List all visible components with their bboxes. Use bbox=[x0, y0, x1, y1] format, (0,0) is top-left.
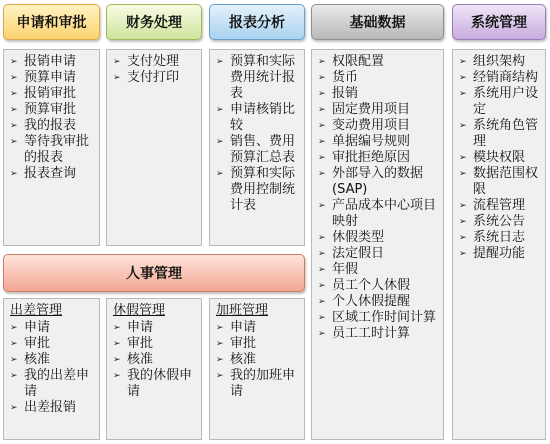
panel-basic-data bbox=[311, 49, 444, 440]
leave-list bbox=[113, 320, 197, 400]
list-item: ➢ 我的报表 bbox=[10, 118, 95, 134]
header-approval bbox=[3, 4, 100, 40]
list-item: ➢ 区域工作时间计算 bbox=[318, 310, 439, 326]
list-item: ➢ 产品成本中心项目映射 bbox=[318, 198, 439, 230]
list-item: ➢ 个人休假提醒 bbox=[318, 294, 439, 310]
header-finance bbox=[106, 4, 202, 40]
list-item: ➢ 外部导入的数据(SAP) bbox=[318, 166, 439, 198]
list-item: ➢ 出差报销 bbox=[10, 400, 95, 416]
list-item: ➢ 审批 bbox=[216, 336, 300, 352]
list-item: ➢ 申请核销比较 bbox=[216, 102, 300, 134]
list-item: ➢ 预算和实际费用控制统计表 bbox=[216, 166, 300, 214]
system-list bbox=[459, 54, 541, 262]
list-item: ➢ 审批 bbox=[10, 336, 95, 352]
list-item: ➢ 核准 bbox=[216, 352, 300, 368]
finance-list bbox=[113, 54, 197, 86]
list-item: ➢ 数据范围权限 bbox=[459, 166, 541, 198]
panel-reports bbox=[209, 49, 305, 246]
header-reports bbox=[209, 4, 305, 40]
list-item: ➢ 流程管理 bbox=[459, 198, 541, 214]
panel-finance bbox=[106, 49, 202, 246]
list-item: ➢ 报销审批 bbox=[10, 86, 95, 102]
header-hr-label: 人事管理 bbox=[126, 266, 182, 282]
header-basic-data bbox=[311, 4, 444, 40]
list-item: ➢ 系统日志 bbox=[459, 230, 541, 246]
list-item: ➢ 系统用户设定 bbox=[459, 86, 541, 118]
list-item: ➢ 支付处理 bbox=[113, 54, 197, 70]
header-approval-label: 申请和审批 bbox=[16, 15, 87, 31]
list-item: ➢ 权限配置 bbox=[318, 54, 439, 70]
list-item: ➢ 预算审批 bbox=[10, 102, 95, 118]
list-item: ➢ 我的休假申请 bbox=[113, 368, 197, 400]
list-item: ➢ 员工工时计算 bbox=[318, 326, 439, 342]
approval-list bbox=[10, 54, 95, 182]
list-item: ➢ 系统公告 bbox=[459, 214, 541, 230]
header-basic-data-label: 基础数据 bbox=[349, 15, 406, 31]
list-item: ➢ 员工个人休假 bbox=[318, 278, 439, 294]
list-item: ➢ 核准 bbox=[10, 352, 95, 368]
header-reports-label: 报表分析 bbox=[229, 15, 285, 31]
list-item: ➢ 报销申请 bbox=[10, 54, 95, 70]
list-item: ➢ 固定费用项目 bbox=[318, 102, 439, 118]
reports-list bbox=[216, 54, 300, 214]
list-item: ➢ 模块权限 bbox=[459, 150, 541, 166]
panel-overtime bbox=[209, 298, 305, 440]
list-item: ➢ 审批拒绝原因 bbox=[318, 150, 439, 166]
list-item: ➢ 年假 bbox=[318, 262, 439, 278]
list-item: ➢ 报表查询 bbox=[10, 166, 95, 182]
panel-trip bbox=[3, 298, 100, 440]
list-item: ➢ 提醒功能 bbox=[459, 246, 541, 262]
trip-list bbox=[10, 320, 95, 416]
header-hr bbox=[3, 254, 305, 292]
leave-title: 休假管理 bbox=[113, 303, 166, 318]
overtime-list bbox=[216, 320, 300, 400]
panel-approval bbox=[3, 49, 100, 246]
list-item: ➢ 我的出差申请 bbox=[10, 368, 95, 400]
list-item: ➢ 变动费用项目 bbox=[318, 118, 439, 134]
list-item: ➢ 支付打印 bbox=[113, 70, 197, 86]
list-item: ➢ 预算和实际费用统计报表 bbox=[216, 54, 300, 102]
list-item: ➢ 单据编号规则 bbox=[318, 134, 439, 150]
list-item: ➢ 申请 bbox=[113, 320, 197, 336]
list-item: ➢ 审批 bbox=[113, 336, 197, 352]
list-item: ➢ 休假类型 bbox=[318, 230, 439, 246]
list-item: ➢ 销售、费用预算汇总表 bbox=[216, 134, 300, 166]
list-item: ➢ 我的加班申请 bbox=[216, 368, 300, 400]
list-item: ➢ 核准 bbox=[113, 352, 197, 368]
basic-data-list bbox=[318, 54, 439, 342]
panel-leave bbox=[106, 298, 202, 440]
list-item: ➢ 预算申请 bbox=[10, 70, 95, 86]
list-item: ➢ 等待我审批的报表 bbox=[10, 134, 95, 166]
trip-title: 出差管理 bbox=[10, 303, 63, 318]
list-item: ➢ 系统角色管理 bbox=[459, 118, 541, 150]
panel-system bbox=[452, 49, 546, 440]
list-item: ➢ 货币 bbox=[318, 70, 439, 86]
header-system-label: 系统管理 bbox=[471, 15, 527, 31]
list-item: ➢ 组织架构 bbox=[459, 54, 541, 70]
list-item: ➢ 报销 bbox=[318, 86, 439, 102]
header-finance-label: 财务处理 bbox=[126, 15, 182, 31]
list-item: ➢ 法定假日 bbox=[318, 246, 439, 262]
list-item: ➢ 经销商结构 bbox=[459, 70, 541, 86]
header-system bbox=[452, 4, 546, 40]
overtime-title: 加班管理 bbox=[216, 303, 269, 318]
list-item: ➢ 申请 bbox=[216, 320, 300, 336]
list-item: ➢ 申请 bbox=[10, 320, 95, 336]
